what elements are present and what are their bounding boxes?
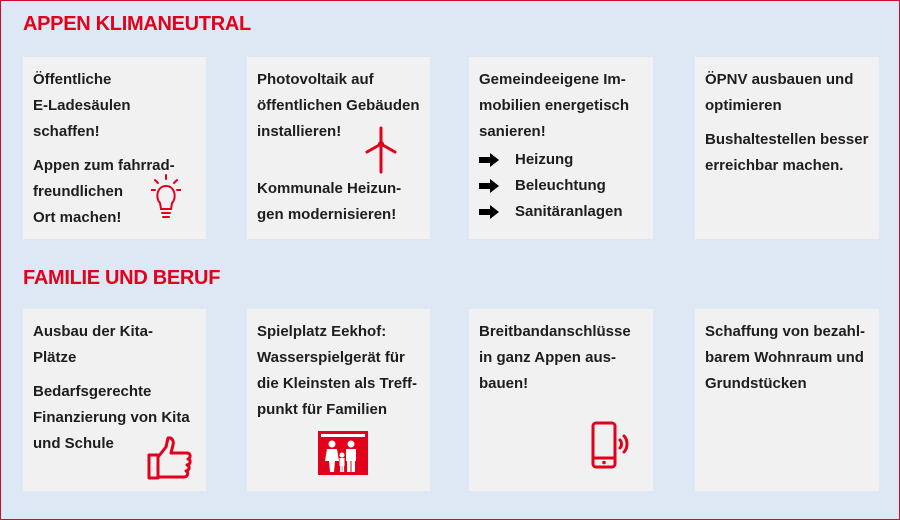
arrow-right-icon — [479, 205, 499, 219]
arrow-right-icon — [479, 153, 499, 167]
card-text: Appen zum fahrrad- freundlichen Ort machen! — [33, 157, 175, 226]
card-text: Schaffung von bezahl- barem Wohnraum und Grundstücken — [705, 323, 866, 392]
family-icon — [318, 431, 368, 475]
card-text: Öffentliche E-Ladesäulen schaffen! — [33, 71, 131, 140]
card-kita — [23, 309, 206, 491]
card-text: Gemeindeeigene Im- mobilien energetisch sanieren! — [479, 71, 630, 140]
card-e-ladesaeulen — [23, 57, 206, 239]
list-item — [479, 199, 643, 225]
card-text: Spielplatz Eekhof: Wasserspielgerät für die Kleinsten als Treff- punkt für Familien — [257, 323, 418, 418]
card-text: Bedarfsgerechte Finanzierung von Kita und Schule — [33, 383, 190, 452]
card-text: Ausbau der Kita-Plätze — [33, 323, 154, 366]
section-title-familie-beruf: FAMILIE UND BERUF — [23, 267, 221, 289]
card-text: Breitbandanschlüsse in ganz Appen aus- bauen! — [479, 323, 631, 392]
list-item — [479, 147, 643, 173]
thumbs-up-icon — [147, 435, 193, 481]
arrow-right-icon — [479, 179, 499, 193]
lightbulb-icon — [151, 173, 181, 221]
section-title-klimaneutral: APPEN KLIMANEUTRAL — [23, 13, 251, 35]
card-text: Photovoltaik auf öffentlichen Gebäuden installieren! — [257, 71, 420, 140]
card-text: Kommunale Heizun- gen modernisieren! — [257, 180, 402, 223]
card-immobilien — [469, 57, 653, 239]
list-item-label: Sanitäranlagen — [515, 203, 623, 220]
list-item-label: Beleuchtung — [515, 177, 606, 194]
card-text: Bushaltestellen besser erreichbar machen. — [705, 131, 869, 174]
card-text: ÖPNV ausbauen und optimieren — [705, 71, 854, 114]
measures-list — [479, 147, 643, 225]
card-oepnv — [695, 57, 879, 239]
list-item — [479, 173, 643, 199]
wind-turbine-icon — [364, 126, 398, 174]
card-spielplatz — [247, 309, 430, 491]
card-breitband — [469, 309, 653, 491]
smartphone-icon — [591, 421, 633, 471]
card-photovoltaik — [247, 57, 430, 239]
list-item-label: Heizung — [515, 151, 574, 168]
card-wohnraum — [695, 309, 879, 491]
